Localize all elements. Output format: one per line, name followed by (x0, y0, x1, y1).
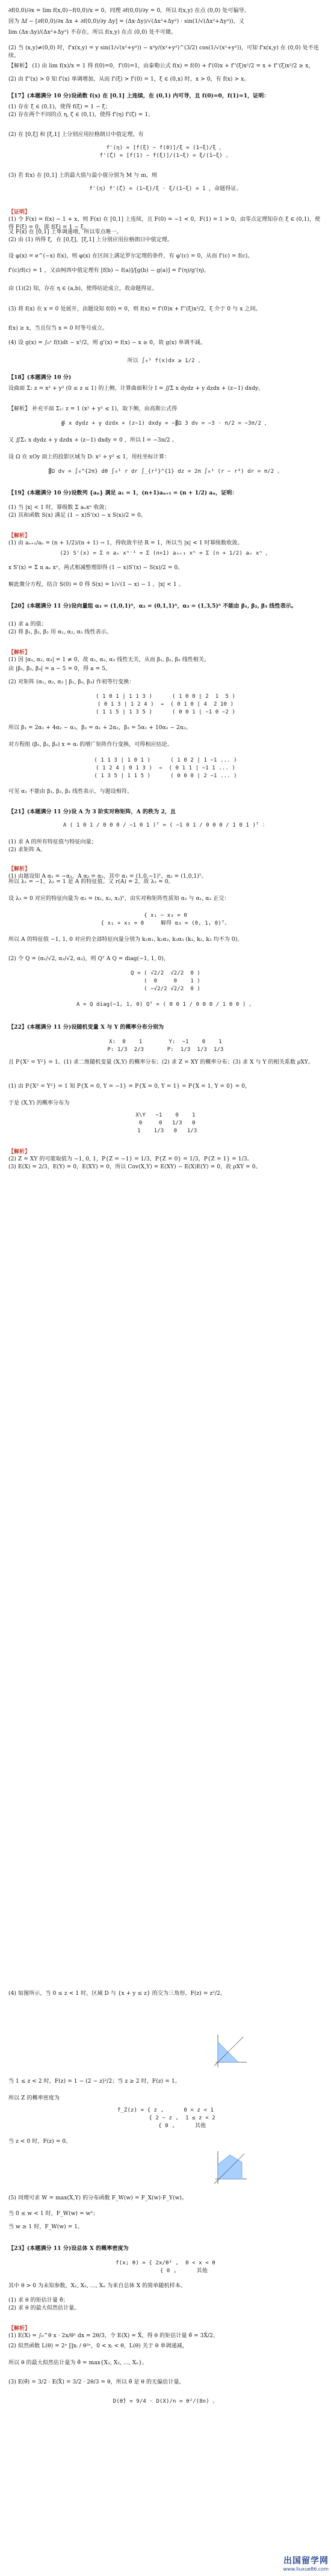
text-line: (2) 当 (x,y)≠(0,0) 时，f'x(x,y) = y sin(1/√(x²+y²)) − x²y/(x²+y²)^(3/2) cos(1/√(x²+y²))，可知 f'x(x,y) 在 (0,0) 处不连续。 (8, 45, 320, 59)
text-block-b71 (5, 2222, 326, 2232)
text-line: 所以 β₁ = 2α₁ + 4α₂ − α₃，β₂ = α₁ + 2α₂，β₃ = 5α₁ + 10α₂ − 2α₃。 (8, 725, 191, 731)
text-line: f'(ζ) = [f(1) − f(ξ)]/(1−ξ) = ξ/(1−ξ) 。 (99, 153, 232, 159)
exam-solution-sheet (5, 4, 326, 2571)
text-line: f_Z(z) = { z , 0 < z < 1 (117, 2107, 214, 2113)
text-block-b61 (5, 1111, 326, 1136)
text-block-b16 (5, 266, 326, 276)
text-block-b15 (5, 251, 326, 262)
watermark-title: 出国留学网 (283, 2556, 329, 2566)
text-block-b51 (5, 911, 326, 929)
text-line: (4) 如图所示，当 0 ≤ z < 1 时，区域 D 与 {x + y ≤ z} 的交为三角形，F(z) = z²/2。 (8, 1991, 226, 1997)
text-line: 解此微分方程，结合 S(0) = 0 得 S(x) = 1/√(1 − x) − 1 ，|x| < 1 。 (8, 582, 184, 588)
region-graph-2 (212, 2149, 248, 2186)
text-block-b57 (5, 1037, 326, 1055)
text-block-b21 (5, 356, 326, 366)
text-block-b36 (5, 620, 326, 638)
text-line: 设曲面 Σ: z = x² + y² (0 ≤ z ≤ 1) 的上侧，计算曲面积分 I = ∬Σ x dydz + y dzdx + (z−1) dxdy。 (8, 386, 264, 392)
text-block-b42 (5, 740, 326, 750)
text-block-b73 (5, 2258, 326, 2276)
text-line: X: 0 1 Y: −1 0 1 (109, 1039, 222, 1045)
text-line: (3) E(θ̂) = 3/2 · E(X̄) = 3/2 · 2θ/3 = θ，所以 θ̂ 是 θ 的无偏估计量。 (8, 2379, 185, 2385)
text-line: 当 1 ≤ z < 2 时，F(z) = 1 − (2 − z)²/2；当 z ≥ 2 时，F(z) = 1。 (8, 2078, 181, 2085)
text-line: (1) 由 P{X² = Y²} = 1 知 P{X = 0, Y = −1} = P{X = 0, Y = 1} = P{X = 1, Y = 0} = 0， (8, 1083, 251, 1089)
text-line: (3) 将 f(x) 在 x = 0 处展开，由题设知 f(0) = 0，则 f(x) = f'(0)x + f''(ξ)x²/2，ξ 介于 0 与 x 之间。 (8, 306, 261, 312)
text-block-b79 (5, 2377, 326, 2388)
text-block-b11 (5, 171, 326, 181)
text-block-b78 (5, 2358, 326, 2368)
text-line: (1) 求 A 的所有特征值与特征向量； (8, 839, 97, 845)
text-line: 【解析】 (1) 由 lim f(x)/x = 1 得 f(0)=0，f'(0)=1，由泰勒公式 f(x) = f(0) + f'(0)x + f''(ξ)x²/2 = x + f''(ξ)x²/2 ≥ x， (8, 63, 314, 69)
text-line: 所以 ∫₀¹ f(x)dx ≥ 1/2 。 (127, 358, 204, 364)
text-line: 【解析】 补充平面 Σ₁: z = 1 (x² + y² ≤ 1)，取下侧，由高斯公式得 (8, 406, 178, 412)
text-block-b41 (5, 723, 326, 733)
text-line: f(x; θ) = { 2x/θ² , 0 < x < θ (116, 2260, 215, 2266)
text-block-b45 (5, 807, 326, 818)
text-block-b53 (5, 954, 326, 964)
text-line: { 0 , 其他 (123, 2268, 208, 2274)
text-line: ( 1 1 5 | 1 3 5 ) ( 0 0 1 | −1 0 −2 ) (96, 709, 235, 715)
text-block-b08 (5, 102, 326, 120)
text-line: (2) 求 θ 的最大似然估计量。 (8, 2305, 80, 2311)
text-block-b14 (5, 227, 326, 245)
text-block-b02 (5, 17, 326, 27)
text-line: 因为 Δf − [∂f(0,0)/∂x Δx + ∂f(0,0)/∂y Δy] = (Δx·Δy)/√(Δx²+Δy²) · sin(1/√(Δx²+Δy²))，又 (8, 19, 244, 25)
text-block-b38 (5, 664, 326, 674)
text-block-b34 (5, 580, 326, 590)
graph-2-shaded-region (218, 2155, 242, 2179)
text-block-b54 (5, 969, 326, 994)
text-line: 【23】(本题满分 11 分)设总体 X 的概率密度为 (8, 2246, 129, 2252)
text-line: 设 Ω 在 xOy 面上的投影区域为 D: x² + y² ≤ 1，用柱坐标计算： (8, 454, 170, 460)
text-line: 当 z < 0 时，F(z) = 0。 (8, 2139, 72, 2145)
text-block-b66 (5, 2094, 326, 2104)
text-block-b64 (5, 1989, 326, 1999)
text-line: 所以 Z 的概率密度为 (8, 2095, 60, 2101)
text-block-b77 (5, 2341, 326, 2352)
text-line: (2) 将 β₁, β₂, β₃ 用 α₁, α₂, α₃ 线性表示。 (8, 629, 112, 635)
text-line: 【22】(本题满分 11 分)设随机变量 X 与 Y 的概率分布分别为 (8, 1025, 164, 1031)
text-line: X\Y −1 0 1 (135, 1112, 196, 1118)
text-block-b07 (5, 91, 326, 102)
text-line: { 0 , 其他 (125, 2123, 206, 2129)
text-line: (2) 求矩阵 A。 (8, 847, 46, 853)
text-line: { x₁ + x₃ = 0 解得 α₃ = (0, 1, 0)ᵀ。 (101, 920, 230, 926)
text-line: (4) 设 g(x) = ∫₀ˣ f(t)dt − x²/2，则 g'(x) = f(x) − x ≥ 0，故 g(x) 单调不减。 (8, 340, 206, 346)
text-line: f'(η) = [f(ξ) − f(0)]/ξ = (1−ξ)/ξ ， (106, 145, 225, 151)
text-line: 当 w ≥ 1 时，F_W(w) = 1。 (8, 2224, 84, 2230)
text-block-b26 (5, 436, 326, 446)
text-line: (2) 令 Q = (α₁/√2, α₂/√2, α₃)，则 Qᵀ A Q = diag(−1, 1, 0)， (8, 956, 169, 962)
text-line: (1) 因 |α₁, α₂, α₃| = 1 ≠ 0，故 α₁, α₂, α₃ 线性无关，从而 β₁, β₂, β₃ 线性相关。 (8, 657, 210, 663)
text-line: f'(c)/f(c) = 1 ，又由柯西中值定理有 [f(b) − f(a)]/[g(b) − g(a)] = f'(η)/g'(η)。 (8, 268, 210, 274)
text-block-b50 (5, 894, 326, 904)
text-block-b29 (5, 488, 326, 499)
text-block-b55 (5, 1000, 326, 1010)
text-line: 【18】(本题满分 10 分) (8, 375, 72, 381)
text-line: (3) E(X) = 2/3，E(Y) = 0，E(XY) = 0，所以 Cov(X,Y) = E(XY) − E(X)E(Y) = 0，故 ρXY = 0。 (8, 1164, 261, 1170)
text-block-b35 (5, 602, 326, 612)
text-line: ( 1 0 1 | 1 1 3 ) ( 1 0 0 | 2 1 5 ) (96, 694, 235, 700)
text-line: (1) 令 F(x) = f(x) − 1 + x，则 F(x) 在 [0,1] 上连续，且 F(0) = −1 < 0，F(1) = 1 > 0，由零点定理知存在 ξ ∈ (0,1)，使得 F(ξ) = 0，即 f(ξ) = 1 − ξ。 (8, 217, 321, 230)
text-line: (2) 似然函数 L(θ) = 2ⁿ ∏xᵢ / θ²ⁿ，0 < xᵢ < θ，L(θ) 关于 θ 单调递减， (8, 2343, 188, 2349)
text-block-b30 (5, 503, 326, 521)
text-line: ∂f(0,0)/∂x = lim f(x,0)−f(0,0)/x = 0，同理 ∂f(0,0)/∂y = 0，所以 f(x,y) 在点 (0,0) 处可偏导。 (8, 8, 250, 14)
text-line: (1) 由 aₙ₊₁/aₙ = (n + 1/2)/(n + 1) → 1，得收敛半径 R = 1，所以当 |x| < 1 时幂级数收敛。 (8, 540, 243, 546)
text-block-b46 (5, 821, 326, 831)
text-line: (1) 当 |x| < 1 时，幂级数 Σ aₙxⁿ 收敛； (8, 505, 110, 511)
text-block-b05 (5, 61, 326, 72)
text-block-b17 (5, 284, 326, 294)
text-block-b68 (5, 2137, 326, 2147)
text-block-b37 (5, 644, 326, 665)
text-line: 又 F(x) 在 [0,1] 上单调递增，所以零点唯一。 (8, 229, 122, 235)
text-line: 0 0 1/3 0 (135, 1120, 196, 1126)
text-block-b12 (5, 184, 326, 194)
text-block-b03 (5, 28, 326, 38)
text-line: A ( 1 0 1 / 0 0 0 / −1 0 1 )ᵀ = ( −1 0 1 / 0 0 0 / 1 0 1 )ᵀ ： (63, 822, 268, 828)
text-line: 【17】(本题满分 10 分)设函数 f(x) 在 [0,1] 上连续，在 (0,1) 内可导，且 f(0)=0，f(1)=1，证明： (8, 93, 270, 99)
section-tag: 【证明】 (8, 209, 31, 215)
text-line: ( 1 1 3 | 1 0 1 ) ( 1 0 2 | 1 −1 ... ) (94, 757, 237, 763)
text-line: (3) 若 f(x) 在 [0,1] 上的最大值与最小值分别为 M 与 m，则 (8, 173, 158, 179)
text-block-b67 (5, 2106, 326, 2131)
text-line: 所以 θ 的最大似然估计量为 θ̂ = max{X₁, X₂, ..., Xₙ}。 (8, 2360, 148, 2366)
text-block-b80 (5, 2397, 326, 2407)
text-line: ( −√2/2 √2/2 0 ) (131, 986, 200, 992)
text-line: f'(η) f'(ζ) = (1−ξ)/ξ · ξ/(1−ξ) = 1 ，命题得证。 (89, 186, 242, 192)
text-line: 【21】(本题满分 11 分)设 A 为 3 阶实对称矩阵，A 的秩为 2，且 (8, 809, 176, 815)
text-line: x S'(x) = Σ n aₙ xⁿ，两式相减整理即得 (1 − x)S'(x) − S(x)/2 = 0。 (8, 565, 184, 571)
text-line: 设 φ(x) = e^(−x) f(x)，则 φ(x) 在区间上满足罗尔定理的条件，有 φ'(c) = 0，从而 f'(c) = f(c)。 (8, 253, 253, 259)
text-block-b44 (5, 787, 326, 797)
text-block-b06 (5, 75, 326, 85)
text-block-b43 (5, 756, 326, 781)
text-line: 对方程组 (β₁, β₂, β₃) x = αᵢ 的增广矩阵作行变换，可得相应结论。 (8, 742, 173, 748)
text-line: (2) 在 [0,ξ] 和 [ξ,1] 上分别应用拉格朗日中值定理，有 (8, 132, 144, 138)
text-line: 所以 A 的特征值 −1, 1, 0 对应的全部特征向量分别为 k₁α₁, k₂α₂, k₃α₃ (k₁, k₂, k₃ 均不为 0)。 (8, 937, 243, 943)
site-watermark (277, 2556, 329, 2574)
text-line: f(x) ≥ x，当且仅当 x = 0 时等号成立。 (8, 325, 108, 331)
text-line: (1) 求 a 的值； (8, 621, 47, 627)
text-line: 于是 (X,Y) 的概率分布为 (8, 1100, 70, 1106)
text-block-b09 (5, 130, 326, 140)
text-line: 由 (1)(2) 知，存在 η ∈ (a,b)，使得结论成立，故命题得证。 (8, 286, 158, 292)
section-tag: 【解析】 (8, 533, 31, 539)
text-block-b69 (5, 2193, 326, 2204)
text-block-b18 (5, 304, 326, 315)
text-block-b49 (5, 877, 326, 887)
text-block-b76 (5, 2320, 326, 2341)
text-line: 1 1/3 0 1/3 (134, 1128, 197, 1134)
section-tag: 【解析】 (8, 1149, 31, 1155)
text-line: (1) 由题设知 A α₁ = −α₁，A α₂ = α₂，其中 α₁ = (1,0,−1)ᵀ，α₂ = (1,0,1)ᵀ。 (8, 874, 207, 880)
text-block-b52 (5, 935, 326, 945)
text-line: ( 1 2 4 | 0 1 3 ) → ( 0 1 1 | −1 1 ... ) (96, 765, 235, 771)
text-block-b32 (5, 549, 326, 559)
text-block-b65 (5, 2077, 326, 2087)
text-line: P: 1/3 2/3 P: 1/3 1/3 1/3 (107, 1047, 224, 1053)
text-line: (1) E(X) = ∫₀^θ x · 2x/θ² dx = 2θ/3，令 E(X) = X̄，得 θ 的矩估计量 θ̂ = 3X̄/2。 (8, 2333, 219, 2339)
text-block-b33 (5, 563, 326, 573)
section-tag: 【解析】 (8, 2326, 31, 2332)
text-line: D(θ̂) = 9/4 · D(X)/n = θ²/(8n) 。 (113, 2399, 218, 2405)
text-line: (1) 存在 ξ ∈ (0,1)，使得 f(ξ) = 1 − ξ； (8, 104, 111, 110)
text-line: 且 P{X² = Y²} = 1。(1) 求二维随机变量 (X,Y) 的概率分布；(2) 求 Z = XY 的概率分布；(3) 求 X 与 Y 的相关系数 ρXY。 (8, 1059, 314, 1065)
text-line: A = Q diag(−1, 1, 0) Qᵀ = ( 0 0 1 / 0 0 0 / 1 0 0 ) 。 (76, 1002, 255, 1008)
text-block-b63 (5, 1162, 326, 1172)
text-line: (2) 其和函数 S(x) 满足 (1 − x)S'(x) − x S(x)/2 = 0。 (8, 513, 146, 519)
text-line: (2) 由 f''(x) > 0 知 f'(x) 单调增加，从而 f'(ξ) > f'(0) = 1，ξ ∈ (0,x) 时，x > 0，有 f(x) > x。 (8, 76, 250, 82)
text-block-b62 (5, 1143, 326, 1165)
text-line: 【19】(本题满分 10 分)设数列 {aₙ} 满足 a₁ = 1，(n+1)aₙ₊₁ = (n + 1/2) aₙ，证明： (8, 490, 238, 496)
text-line: (2) S'(x) = Σ n aₙ xⁿ⁻¹ = Σ (n+1) aₙ₊₁ xⁿ = Σ (n + 1/2) aₙ xⁿ ， (60, 550, 271, 556)
text-block-b59 (5, 1082, 326, 1092)
text-line: ∯ x dydz + y dzdx + (z−1) dxdy = −∭Ω 3 dv = −3 · π/2 = −3π/2 ， (61, 421, 270, 427)
text-line: 【20】(本题满分 11 分)设向量组 α₁ = (1,0,1)ᵀ，α₂ = (0,1,1)ᵀ，α₃ = (1,3,5)ᵀ 不能由 β₁, β₂, β₃ 线性表示。 (8, 603, 297, 609)
text-block-b74 (5, 2281, 326, 2291)
text-line: (2) 对矩阵 (α₁, α₂, α₃ | β₁, β₂, β₃) 作初等行变换： (8, 679, 135, 685)
text-line: (2) 存在两个不同的点 η, ζ ∈ (0,1)，使得 f'(η) f'(ζ) = 1。 (8, 112, 154, 118)
text-line: ( 1 3 5 | 1 1 5 ) ( 0 0 0 | 2 −1 ... ) (94, 773, 237, 779)
text-line: 所以 λ₁ = −1，λ₂ = 1 是 A 的特征值。又 r(A) = 2，故 λ₃ = 0。 (8, 879, 174, 885)
text-block-b31 (5, 527, 326, 549)
text-block-b24 (5, 404, 326, 414)
text-line: (5) 同理可求 W = max(X,Y) 的分布函数 F_W(w) = F_X(w)·F_Y(w)。 (8, 2195, 188, 2201)
text-block-b47 (5, 837, 326, 855)
text-line: (2) Z = XY 的可能取值为 −1, 0, 1，P{Z = −1} = 1/3，P{Z = 0} = 1/3，P{Z = 1} = 1/3。 (8, 1156, 253, 1162)
text-block-b10 (5, 143, 326, 161)
text-block-b22 (5, 373, 326, 383)
text-block-b39 (5, 677, 326, 688)
text-block-b19 (5, 324, 326, 334)
text-block-b60 (5, 1098, 326, 1109)
text-block-b23 (5, 384, 326, 394)
section-tag: 【解析】 (8, 866, 31, 872)
text-line: { 2 − z , 1 ≤ z < 2 (116, 2115, 215, 2121)
text-block-b25 (5, 419, 326, 429)
text-line: 可见 α₁ 不能由 β₁, β₂, β₃ 线性表示，与题设相符。 (8, 789, 133, 795)
text-block-b40 (5, 692, 326, 718)
text-block-b75 (5, 2296, 326, 2314)
text-line: Q = ( √2/2 √2/2 0 ) (131, 970, 200, 976)
text-line: (2) 由 (1) 所得 ξ，在 [0,ξ]，[ξ,1] 上分别应用拉格朗日中值定理。 (8, 237, 173, 243)
watermark-url: www.liuxue86.com (283, 2566, 329, 2572)
text-block-b27 (5, 452, 326, 463)
text-line: 设 λ₃ = 0 对应的特征向量为 α₃ = (x₁, x₂, x₃)ᵀ，由实对称矩阵性质知 α₃ 与 α₁, α₂ 正交： (8, 896, 230, 902)
section-tag: 【解析】 (8, 650, 31, 656)
text-block-b20 (5, 338, 326, 348)
text-line: lim (Δx·Δy)/(Δx²+Δy²) 不存在，所以 f(x,y) 在点 (0,0) 处不可微。 (8, 29, 177, 35)
text-block-b70 (5, 2209, 326, 2219)
text-block-b28 (5, 467, 326, 477)
text-line: 当 0 ≤ w < 1 时，F_W(w) = w²； (8, 2211, 99, 2217)
text-block-b58 (5, 1058, 326, 1068)
text-line: ( 0 0 1 ) (131, 978, 200, 984)
text-line: { x₁ − x₃ = 0 (144, 913, 187, 919)
text-line: 由 |β₁, β₂, β₃| = a − 5 = 0，得 a = 5。 (8, 666, 111, 672)
text-line: 又 ∬Σ₁ x dydz + y dzdx + (z−1) dxdy = 0 ，所以 I = −3π/2 。 (8, 437, 178, 443)
text-line: ( 0 1 3 | 1 2 4 ) → ( 0 1 0 | 4 2 10 ) (97, 701, 234, 707)
text-block-b04 (5, 43, 326, 61)
text-block-b01 (5, 6, 326, 16)
text-block-b56 (5, 1023, 326, 1033)
text-line: ∭Ω dv = ∫₀^{2π} dθ ∫₀¹ r dr ∫_{r²}^{1} dz = 2π ∫₀¹ (r − r³) dr = π/2 。 (48, 469, 283, 475)
text-line: 其中 θ > 0 为未知参数，X₁, X₂, ..., Xₙ 为来自总体 X 的简单随机样本。 (8, 2283, 186, 2289)
text-line: (1) 求 θ 的矩估计量 θ̂； (8, 2297, 69, 2303)
text-block-b72 (5, 2244, 326, 2254)
region-graph-1 (212, 2032, 248, 2069)
